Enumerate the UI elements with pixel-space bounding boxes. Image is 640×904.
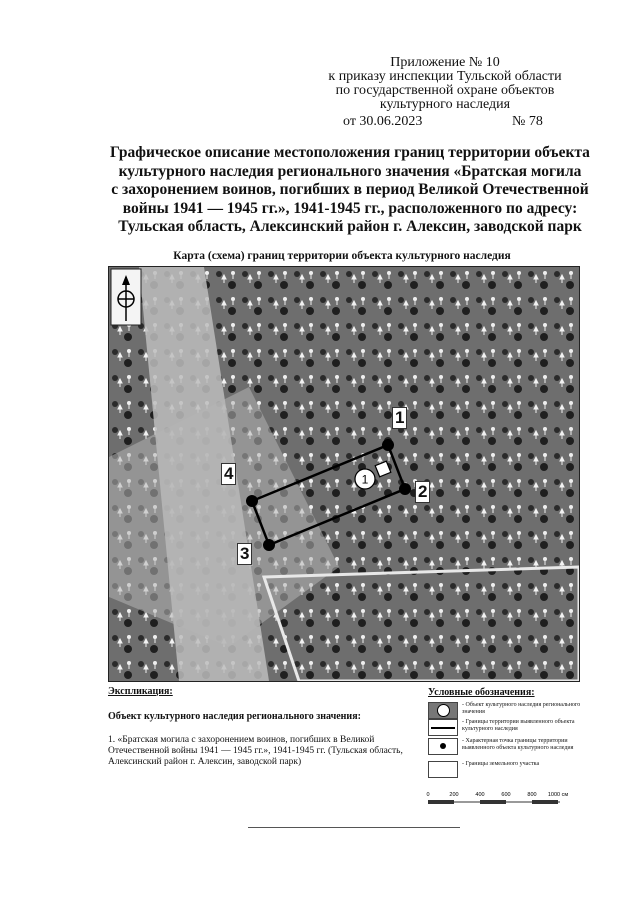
appendix-line1: Приложение № 10	[390, 55, 500, 70]
scale-tick-0: 0	[426, 792, 430, 798]
document-title	[60, 144, 640, 237]
map-canvas	[109, 267, 579, 681]
boundary-map	[108, 266, 580, 682]
legend-heading: Условные обозначения:	[428, 687, 535, 698]
appendix-line3: по государственной охране объектов	[335, 83, 555, 98]
title-line2: культурного наследия регионального значения «Братская могила	[118, 162, 582, 180]
appendix-block	[300, 56, 590, 112]
legend-row-point	[428, 738, 588, 756]
appendix-line2: к приказу инспекции Тульской области	[328, 69, 562, 84]
footer-divider	[248, 827, 460, 828]
boundary-point-2	[399, 483, 411, 495]
map-caption: Карта (схема) границ территории объекта культурного наследия	[173, 250, 511, 262]
legend-text-territory: - Границы территории выявленного объекта культурного наследия	[462, 719, 575, 732]
legend-text-object: - Объект культурного наследия регионального значения	[462, 702, 581, 715]
scale-tick-200: 200	[449, 792, 459, 798]
legend-row-territory	[428, 719, 588, 737]
point-label-4: 4	[221, 463, 236, 485]
scale-bar	[425, 786, 575, 816]
boundary-point-3	[263, 539, 275, 551]
order-number: № 78	[512, 114, 543, 129]
title-line5: Тульская область, Алексинский район г. Алексин, заводской парк	[118, 218, 582, 235]
boundary-point-1	[382, 439, 394, 451]
scale-tick-600: 600	[501, 792, 511, 798]
point-label-3: 3	[237, 543, 252, 565]
point-label-1: 1	[392, 407, 407, 429]
legend-row-object	[428, 702, 588, 720]
title-line3: с захоронением воинов, погибших в период Великой Отечественной	[111, 181, 589, 198]
title-line1: Графическое описание местоположения границ территории объекта	[110, 144, 590, 161]
boundary-point-icon	[428, 738, 458, 755]
legend-row-plot	[428, 761, 588, 779]
appendix-line4: культурного наследия	[379, 97, 511, 112]
scale-tick-400: 400	[475, 792, 485, 798]
object-number: 1	[361, 472, 369, 487]
explication-item: 1. «Братская могила с захоронением воинов, погибших в Великой Отечественной войны 1941 — 1945 гг.», 1941-1945 гг. (Тульская область, Алексинский район г. Алексин, заводской парк)	[108, 735, 403, 767]
territory-line-icon	[428, 719, 458, 736]
title-line4: войны 1941 — 1945 гг.», 1941-1945 гг., расположенного по адресу:	[122, 199, 578, 217]
legend-text-plot: - Границы земельного участка	[462, 761, 540, 767]
scale-tick-1000: 1000 см	[547, 792, 569, 798]
order-date: от 30.06.2023	[343, 114, 423, 129]
point-label-2: 2	[415, 481, 430, 503]
explication-subheading: Объект культурного наследия регионального значения:	[108, 711, 361, 722]
land-plot-icon	[428, 761, 458, 778]
explication-heading: Экспликация:	[108, 686, 173, 697]
object-symbol-icon	[428, 702, 458, 719]
scale-tick-800: 800	[527, 792, 537, 798]
legend-text-point: - Характерная точка границы территории выявленного объекта культурного наследия	[462, 738, 574, 751]
boundary-point-4	[246, 495, 258, 507]
